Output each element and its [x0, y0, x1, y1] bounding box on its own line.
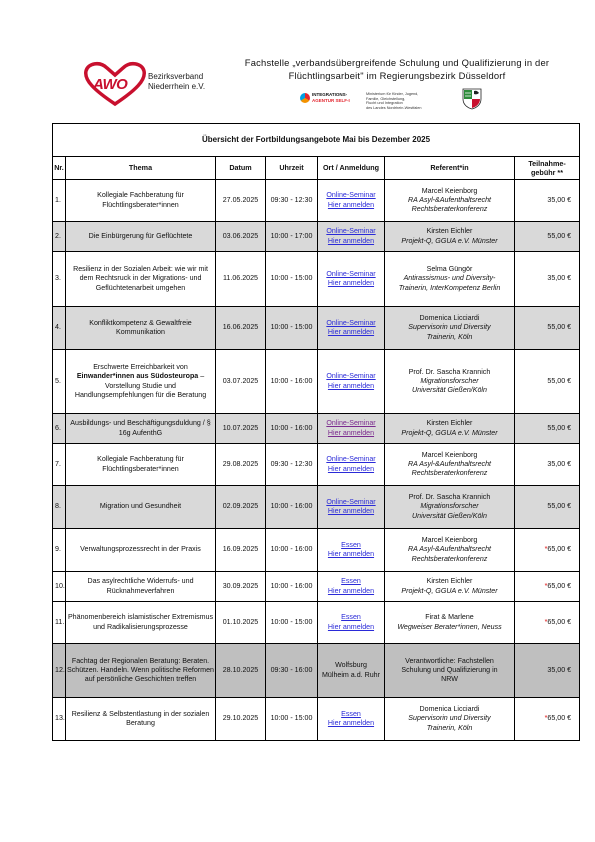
ort-link[interactable]: Essen — [341, 577, 361, 586]
referent-info: RA Asyl-&Aufenthaltsrecht — [407, 545, 492, 554]
thema-part: Erschwerte Erreichbarkeit von — [93, 362, 188, 371]
ort-venue: Wolfsburg — [335, 661, 367, 670]
row-datum: 11.06.2025 — [216, 252, 266, 307]
org-line-2: Niederrhein e.V. — [148, 82, 206, 91]
referent-info: Schulung und Qualifizierung in — [401, 665, 498, 674]
referent-name: Selma Güngör — [426, 265, 473, 274]
register-link[interactable]: Hier anmelden — [327, 464, 375, 473]
row-nr: 4. — [53, 307, 66, 350]
partner2-line-2: Familie, Gleichstellung, — [366, 96, 406, 101]
referent-name: Prof. Dr. Sascha Krannich — [408, 367, 491, 376]
ort-link[interactable]: Online-Seminar — [326, 318, 376, 327]
row-datum: 03.07.2025 — [216, 350, 266, 414]
row-referent — [385, 698, 515, 741]
row-nr: 5. — [53, 350, 66, 414]
col-datum: Datum — [216, 157, 266, 180]
row-uhrzeit: 10:00 - 16:00 — [266, 486, 318, 529]
referent-info: Rechtsberaterkonferenz — [411, 554, 488, 563]
row-referent — [385, 602, 515, 644]
integrationsagentur-logo — [300, 92, 350, 103]
referent-info: Rechtsberaterkonferenz — [411, 205, 488, 214]
referent-info: Supervisorin und Diversity — [408, 323, 491, 332]
row-thema: Resilienz & Selbstentlastung in der sozialen Beratung — [66, 698, 216, 741]
nrw-coat-of-arms-icon — [462, 88, 482, 110]
row-nr: 10. — [53, 572, 66, 602]
row-uhrzeit: 09:30 - 16:00 — [266, 644, 318, 698]
col-referent: Referent*in — [385, 157, 515, 180]
col-ort: Ort / Anmeldung — [318, 157, 385, 180]
ort-link[interactable]: Online-Seminar — [326, 419, 376, 428]
referent-info: Trainerin, InterKompetenz Berlin — [398, 283, 501, 292]
row-ort — [318, 252, 385, 307]
referent-name: Domenica Licciardi — [419, 705, 480, 714]
table-row — [53, 602, 580, 644]
table-title: Übersicht der Fortbildungsangebote Mai bis Dezember 2025 — [53, 124, 580, 157]
row-fee: 35,00 € — [515, 252, 580, 307]
row-ort — [318, 602, 385, 644]
table-row — [53, 180, 580, 222]
ort-link[interactable]: Essen — [341, 709, 361, 718]
row-fee — [515, 602, 580, 644]
row-thema: Verwaltungsprozessrecht in der Praxis — [66, 529, 216, 572]
table-row — [53, 222, 580, 252]
referent-name: Marcel Keienborg — [421, 186, 478, 195]
register-link[interactable]: Hier anmelden — [327, 279, 375, 287]
row-nr: 2. — [53, 222, 66, 252]
row-fee — [515, 529, 580, 572]
table-row — [53, 414, 580, 444]
partner1-line-1: INTEGRATIONS- — [312, 92, 348, 97]
table-row — [53, 307, 580, 350]
row-uhrzeit: 10:00 - 17:00 — [266, 222, 318, 252]
row-uhrzeit: 10:00 - 16:00 — [266, 350, 318, 414]
ort-link[interactable]: Online-Seminar — [326, 269, 376, 278]
row-thema: Konfliktkompetenz & Gewaltfreie Kommunikation — [66, 307, 216, 350]
row-ort — [318, 350, 385, 414]
partner1-line-2: AGENTUR SELF-I — [312, 97, 350, 103]
ort-link[interactable]: Essen — [341, 613, 361, 622]
referent-info: Wegweiser Berater*innen, Neuss — [397, 622, 502, 631]
row-datum: 02.09.2025 — [216, 486, 266, 529]
row-datum: 01.10.2025 — [216, 602, 266, 644]
register-link[interactable]: Hier anmelden — [327, 200, 375, 209]
row-datum: 16.06.2025 — [216, 307, 266, 350]
ort-link[interactable]: Online-Seminar — [326, 191, 376, 200]
integrationsagentur-icon — [300, 93, 310, 103]
row-thema: Kollegiale Fachberatung für Flüchtlingsberater*innen — [66, 444, 216, 486]
referent-name: Marcel Keienborg — [421, 536, 478, 545]
fee-value: 65,00 € — [547, 617, 572, 626]
register-link[interactable]: Hier anmelden — [327, 381, 375, 390]
table-row — [53, 444, 580, 486]
register-link[interactable]: Hier anmelden — [327, 507, 375, 515]
register-link[interactable]: Hier anmelden — [327, 622, 375, 631]
referent-name: Domenica Licciardi — [419, 314, 480, 323]
row-nr: 6. — [53, 414, 66, 444]
fee-value: 65,00 € — [547, 714, 572, 723]
col-fee-line-1: Teilnahme- — [528, 158, 566, 168]
register-link[interactable]: Hier anmelden — [327, 328, 375, 336]
row-ort — [318, 307, 385, 350]
referent-info: Projekt-Q, GGUA e.V. Münster — [401, 586, 498, 595]
referent-info: Trainerin, Köln — [426, 723, 473, 732]
col-fee — [515, 157, 580, 180]
referent-info: Universität Gießen/Köln — [412, 386, 487, 395]
row-ort — [318, 222, 385, 252]
row-referent — [385, 486, 515, 529]
table-row — [53, 698, 580, 741]
row-referent — [385, 644, 515, 698]
fachstelle-line-2: Flüchtlingsarbeit" im Regierungsbezirk Düsseldorf — [288, 70, 506, 81]
row-fee — [515, 572, 580, 602]
row-datum: 10.07.2025 — [216, 414, 266, 444]
thema-emphasis: Einwander*innen aus Südosteuropa — [76, 372, 199, 381]
referent-info: Projekt-Q, GGUA e.V. Münster — [401, 428, 498, 437]
row-uhrzeit: 10:00 - 15:00 — [266, 252, 318, 307]
row-uhrzeit: 09:30 - 12:30 — [266, 444, 318, 486]
row-uhrzeit: 10:00 - 15:00 — [266, 698, 318, 741]
row-referent — [385, 572, 515, 602]
table-header-row — [53, 157, 580, 180]
col-nr: Nr. — [53, 157, 66, 180]
row-uhrzeit: 10:00 - 16:00 — [266, 529, 318, 572]
row-nr: 8. — [53, 486, 66, 529]
row-thema: Kollegiale Fachberatung für Flüchtlingsberater*innen — [66, 180, 216, 222]
table-row — [53, 644, 580, 698]
row-datum: 16.09.2025 — [216, 529, 266, 572]
row-fee: 55,00 € — [515, 350, 580, 414]
course-table — [52, 123, 579, 741]
referent-info: Trainerin, Köln — [426, 332, 473, 341]
register-link[interactable]: Hier anmelden — [327, 550, 375, 558]
fee-star: * — [544, 714, 548, 723]
row-ort — [318, 529, 385, 572]
referent-name: Prof. Dr. Sascha Krannich — [408, 493, 491, 502]
row-datum: 28.10.2025 — [216, 644, 266, 698]
row-nr: 11. — [53, 602, 66, 644]
row-uhrzeit: 10:00 - 16:00 — [266, 572, 318, 602]
row-fee: 55,00 € — [515, 222, 580, 252]
row-uhrzeit: 10:00 - 15:00 — [266, 307, 318, 350]
referent-info: Antirassismus- und Diversity- — [403, 274, 496, 283]
row-uhrzeit: 10:00 - 15:00 — [266, 602, 318, 644]
row-datum: 03.06.2025 — [216, 222, 266, 252]
row-thema: Resilienz in der Sozialen Arbeit: wie wir mit dem Rechtsruck in der Migrations- und Geflüchtetenarbeit umgehen — [66, 252, 216, 307]
row-thema: Die Einbürgerung für Geflüchtete — [66, 222, 216, 252]
fachstelle-line-1: Fachstelle „verbandsübergreifende Schulung und Qualifizierung in der — [244, 57, 550, 68]
col-uhrzeit: Uhrzeit — [266, 157, 318, 180]
row-fee: 55,00 € — [515, 414, 580, 444]
row-nr: 7. — [53, 444, 66, 486]
org-line-1: Bezirksverband — [148, 72, 204, 81]
table-row — [53, 486, 580, 529]
row-thema: Fachtag der Regionalen Beratung: Beraten. Schützen. Handeln. Wenn politische Reformen auf persönliche Geschichten treffen — [66, 644, 216, 698]
row-nr: 9. — [53, 529, 66, 572]
fee-star: * — [544, 617, 548, 626]
referent-info: Supervisorin und Diversity — [408, 714, 491, 723]
row-thema: Ausbildungs- und Beschäftigungsduldung / § 16g AufenthG — [66, 414, 216, 444]
referent-name: Kirsten Eichler — [426, 227, 473, 236]
row-ort — [318, 698, 385, 741]
row-ort — [318, 486, 385, 529]
referent-name: Kirsten Eichler — [426, 577, 473, 586]
ministerium-logo — [366, 92, 421, 110]
fee-star: * — [544, 581, 548, 590]
row-datum: 29.08.2025 — [216, 444, 266, 486]
row-referent — [385, 350, 515, 414]
fee-star: * — [544, 545, 548, 554]
ort-link[interactable]: Online-Seminar — [326, 227, 376, 236]
row-referent — [385, 414, 515, 444]
referent-name: Verantwortliche: Fachstellen — [405, 656, 494, 665]
row-referent — [385, 180, 515, 222]
row-thema — [66, 350, 216, 414]
partner2-line-3: Flucht und Integration — [366, 101, 403, 106]
referent-info: Rechtsberaterkonferenz — [411, 469, 488, 478]
register-link[interactable]: Hier anmelden — [327, 236, 375, 245]
row-datum: 30.09.2025 — [216, 572, 266, 602]
referent-info: Migrationsforscher — [420, 376, 479, 385]
fee-value: 65,00 € — [547, 581, 572, 590]
ort-link[interactable]: Essen — [341, 540, 361, 549]
partner2-line-4: des Landes Nordrhein-Westfalen — [366, 105, 422, 110]
row-thema: Das asylrechtliche Widerrufs- und Rücknahmeverfahren — [66, 572, 216, 602]
row-ort — [318, 414, 385, 444]
row-nr: 1. — [53, 180, 66, 222]
referent-info: RA Asyl-&Aufenthaltsrecht — [407, 459, 492, 468]
referent-info: NRW — [441, 675, 458, 684]
table-row — [53, 572, 580, 602]
col-thema: Thema — [66, 157, 216, 180]
row-ort — [318, 644, 385, 698]
ort-city: Mülheim a.d. Ruhr — [322, 670, 380, 679]
row-referent — [385, 444, 515, 486]
row-fee: 35,00 € — [515, 644, 580, 698]
row-referent — [385, 307, 515, 350]
table-row — [53, 529, 580, 572]
row-nr: 12. — [53, 644, 66, 698]
referent-name: Kirsten Eichler — [426, 419, 473, 428]
referent-info: Projekt-Q, GGUA e.V. Münster — [401, 236, 498, 245]
referent-name: Marcel Keienborg — [421, 450, 478, 459]
register-link[interactable]: Hier anmelden — [327, 428, 375, 437]
row-thema: Migration und Gesundheit — [66, 486, 216, 529]
ort-link[interactable]: Online-Seminar — [326, 497, 376, 506]
row-fee — [515, 698, 580, 741]
row-referent — [385, 222, 515, 252]
row-fee: 55,00 € — [515, 307, 580, 350]
col-fee-line-2: gebühr ** — [531, 168, 563, 177]
row-nr: 13. — [53, 698, 66, 741]
partner-logos — [300, 92, 490, 108]
ort-link[interactable]: Online-Seminar — [326, 455, 376, 464]
row-datum: 29.10.2025 — [216, 698, 266, 741]
awo-logo-text: AWO — [93, 76, 128, 93]
org-name — [148, 72, 205, 92]
table-row — [53, 252, 580, 307]
register-link[interactable]: Hier anmelden — [327, 719, 375, 727]
row-uhrzeit: 09:30 - 12:30 — [266, 180, 318, 222]
table-title-row — [53, 124, 580, 157]
referent-name: Firat & Marlene — [425, 613, 474, 622]
row-datum: 27.05.2025 — [216, 180, 266, 222]
row-referent — [385, 252, 515, 307]
table-row — [53, 350, 580, 414]
row-referent — [385, 529, 515, 572]
row-ort — [318, 180, 385, 222]
thema-part: – Vorstellung Studie und Handlungsempfehlungen für die Beratung — [74, 372, 207, 399]
fee-value: 65,00 € — [547, 545, 572, 554]
row-thema: Phänomenbereich islamistischer Extremismus und Radikalisierungsprozesse — [66, 602, 216, 644]
row-ort — [318, 444, 385, 486]
ort-link[interactable]: Online-Seminar — [326, 372, 376, 381]
row-ort — [318, 572, 385, 602]
fachstelle-heading — [232, 56, 562, 82]
row-fee: 55,00 € — [515, 486, 580, 529]
row-fee: 35,00 € — [515, 444, 580, 486]
partner2-line-1: Ministerium für Kinder, Jugend, — [366, 92, 419, 96]
row-fee: 35,00 € — [515, 180, 580, 222]
referent-info: Migrationsforscher — [420, 502, 479, 511]
referent-info: RA Asyl-&Aufenthaltsrecht — [407, 195, 492, 204]
row-uhrzeit: 10:00 - 16:00 — [266, 414, 318, 444]
referent-info: Universität Gießen/Köln — [412, 511, 487, 520]
register-link[interactable]: Hier anmelden — [327, 586, 375, 595]
row-nr: 3. — [53, 252, 66, 307]
